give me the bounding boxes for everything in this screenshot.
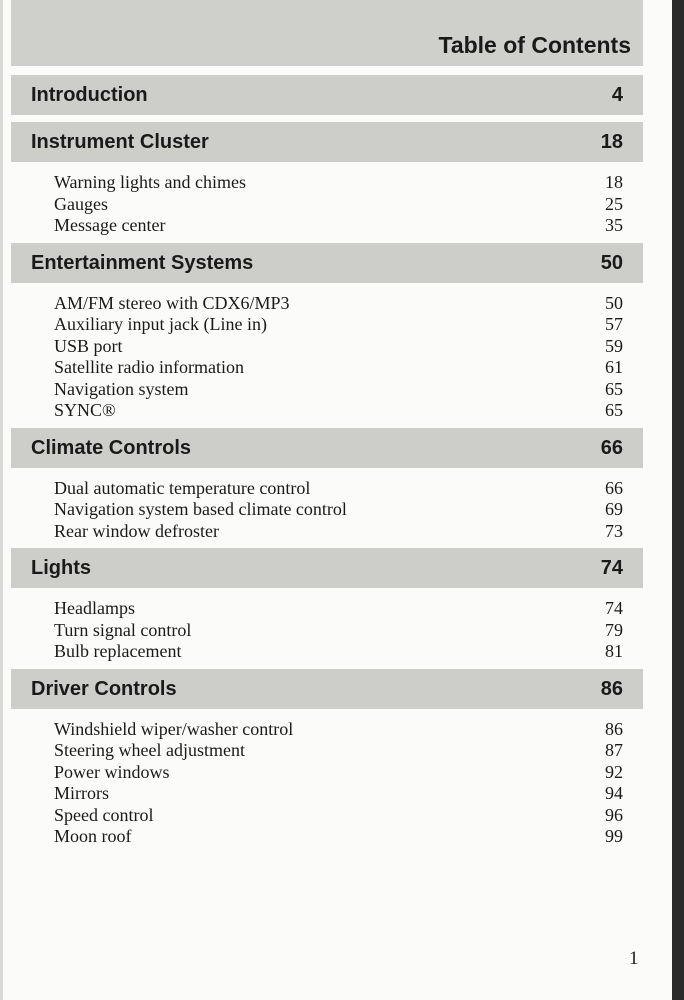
toc-entry[interactable] (11, 598, 643, 620)
toc-entry[interactable] (11, 521, 643, 543)
entry-page-number: 96 (605, 804, 623, 825)
toc-entry[interactable] (11, 719, 643, 741)
entry-label: Gauges (54, 193, 108, 214)
section-spacer (11, 115, 643, 122)
header-band (11, 0, 643, 66)
entry-page-number: 74 (605, 598, 623, 618)
section-page-number: 86 (600, 677, 623, 700)
entry-label: Satellite radio information (54, 357, 244, 377)
entry-page-number: 87 (605, 740, 623, 760)
toc-entry[interactable] (11, 400, 643, 422)
section-header[interactable] (11, 243, 643, 283)
section-page-number: 74 (600, 557, 623, 579)
section-title: Climate Controls (31, 436, 192, 459)
toc-entry[interactable] (11, 172, 643, 194)
entry-page-number: 69 (605, 499, 623, 519)
entry-page-number: 86 (605, 718, 623, 739)
toc-entry[interactable] (11, 499, 643, 521)
section-page-number: 4 (611, 84, 623, 106)
toc-entry[interactable] (11, 805, 643, 827)
toc-entry[interactable] (11, 783, 643, 805)
toc-entry[interactable] (11, 762, 643, 784)
section-header[interactable] (11, 122, 643, 162)
entry-page-number: 61 (605, 357, 623, 377)
entry-label: Warning lights and chimes (54, 172, 247, 192)
section-entries (11, 468, 643, 549)
entry-page-number: 57 (605, 314, 623, 334)
section-header[interactable] (11, 548, 643, 588)
page-number: 1 (629, 948, 639, 969)
entry-label: Power windows (54, 761, 170, 782)
toc-entry[interactable] (11, 293, 643, 315)
entry-page-number: 99 (605, 826, 623, 846)
entry-page-number: 79 (605, 619, 623, 640)
entry-label: Bulb replacement (54, 641, 182, 661)
section-title: Entertainment Systems (31, 251, 254, 274)
section-entries (11, 162, 643, 243)
section-title: Driver Controls (31, 677, 177, 700)
section-entries (11, 588, 643, 669)
toc-entry[interactable] (11, 194, 643, 216)
section-title: Lights (31, 557, 91, 579)
entry-page-number: 65 (605, 400, 623, 420)
entry-page-number: 66 (605, 477, 623, 498)
entry-page-number: 18 (605, 172, 623, 192)
toc-entry[interactable] (11, 336, 643, 358)
entry-page-number: 50 (605, 292, 623, 313)
entry-label: Windshield wiper/washer control (54, 718, 294, 739)
section-entries (11, 709, 643, 854)
toc-entry[interactable] (11, 826, 643, 848)
toc-entry[interactable] (11, 357, 643, 379)
section-header[interactable] (11, 428, 643, 468)
table-of-contents (11, 75, 643, 854)
entry-label: Rear window defroster (54, 520, 219, 541)
entry-label: USB port (54, 335, 123, 356)
entry-label: Auxiliary input jack (Line in) (54, 314, 267, 334)
entry-page-number: 81 (605, 641, 623, 661)
toc-entry[interactable] (11, 620, 643, 642)
page-title: Table of Contents (438, 32, 631, 58)
toc-entry[interactable] (11, 740, 643, 762)
section-title: Instrument Cluster (31, 131, 209, 153)
entry-label: Dual automatic temperature control (54, 477, 311, 498)
entry-label: SYNC® (54, 400, 116, 420)
entry-label: Mirrors (54, 783, 109, 803)
entry-label: Turn signal control (54, 619, 192, 640)
entry-page-number: 94 (605, 783, 623, 803)
entry-page-number: 59 (605, 335, 623, 356)
section-header[interactable] (11, 669, 643, 709)
toc-entry[interactable] (11, 478, 643, 500)
entry-page-number: 65 (605, 378, 623, 399)
toc-entry[interactable] (11, 215, 643, 237)
section-header[interactable] (11, 75, 643, 115)
entry-page-number: 92 (605, 761, 623, 782)
section-page-number: 66 (600, 436, 623, 459)
entry-label: Steering wheel adjustment (54, 740, 245, 760)
entry-page-number: 35 (605, 215, 623, 235)
entry-label: AM/FM stereo with CDX6/MP3 (54, 292, 290, 313)
entry-page-number: 25 (605, 193, 623, 214)
toc-entry[interactable] (11, 379, 643, 401)
entry-label: Message center (54, 215, 166, 235)
entry-label: Headlamps (54, 598, 135, 618)
section-entries (11, 283, 643, 428)
entry-label: Speed control (54, 804, 154, 825)
toc-entry[interactable] (11, 314, 643, 336)
section-title: Introduction (31, 84, 148, 106)
entry-label: Navigation system (54, 378, 189, 399)
entry-page-number: 73 (605, 520, 623, 541)
entry-label: Moon roof (54, 826, 132, 846)
section-page-number: 50 (600, 251, 623, 274)
entry-label: Navigation system based climate control (54, 499, 347, 519)
toc-entry[interactable] (11, 641, 643, 663)
section-page-number: 18 (600, 131, 623, 153)
